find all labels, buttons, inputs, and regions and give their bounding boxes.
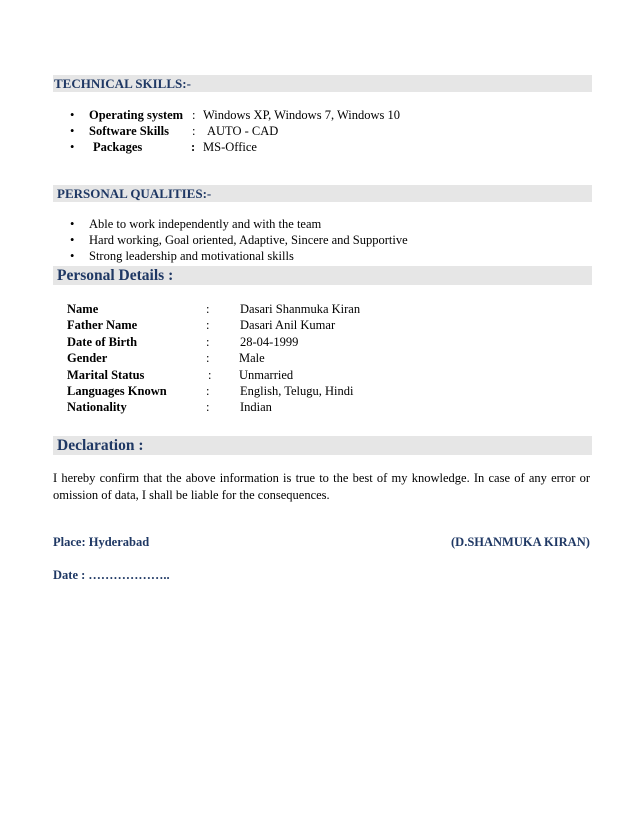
detail-row	[67, 383, 467, 399]
detail-separator: :	[206, 383, 210, 398]
skill-label: • Operating system	[89, 108, 184, 122]
detail-value: Indian	[240, 400, 272, 415]
list-item: • Able to work independently and with the team	[70, 216, 510, 232]
detail-label: Marital Status	[67, 367, 145, 382]
skill-value: MS-Office	[203, 140, 257, 154]
list-item	[70, 107, 490, 123]
detail-row	[67, 350, 467, 366]
signature-name: (D.SHANMUKA KIRAN)	[451, 535, 590, 549]
personal-qualities-list	[70, 216, 510, 264]
detail-row	[67, 399, 467, 415]
detail-label: Nationality	[67, 400, 127, 415]
skill-separator: :	[192, 108, 196, 122]
detail-separator: :	[206, 351, 210, 366]
detail-value: Male	[239, 351, 265, 366]
detail-row	[67, 334, 467, 350]
skill-label: • Software Skills	[89, 124, 169, 138]
detail-separator: :	[206, 400, 210, 415]
declaration-text: I hereby confirm that the above information is true to the best of my knowledge. In case of any error or omission of data, I shall be liable for the consequences.	[53, 471, 590, 502]
detail-value: Dasari Shanmuka Kiran	[240, 302, 361, 316]
detail-value: English, Telugu, Hindi	[240, 383, 354, 398]
detail-separator: :	[206, 318, 210, 333]
detail-value: 28-04-1999	[240, 334, 299, 349]
skill-separator: :	[192, 124, 196, 138]
personal-details-heading: Personal Details :	[53, 266, 592, 285]
detail-value: Unmarried	[239, 367, 294, 382]
detail-row	[67, 301, 467, 317]
list-item: • Hard working, Goal oriented, Adaptive, Sincere and Supportive	[70, 232, 510, 248]
detail-separator: :	[206, 334, 210, 349]
personal-qualities-heading: PERSONAL QUALITIES:-	[53, 185, 592, 202]
date-text: Date : ………………..	[53, 568, 170, 582]
detail-row	[67, 317, 467, 333]
detail-separator: :	[208, 367, 212, 382]
skill-separator: :	[191, 140, 196, 154]
personal-details-table	[67, 301, 467, 416]
skill-value: AUTO - CAD	[207, 124, 279, 138]
list-item: • Strong leadership and motivational skills	[70, 248, 510, 264]
technical-skills-list	[70, 107, 490, 155]
detail-label: Date of Birth	[67, 334, 138, 349]
technical-skills-heading: TECHNICAL SKILLS:-	[53, 75, 592, 92]
declaration-heading: Declaration :	[53, 436, 592, 455]
list-item	[70, 123, 490, 139]
detail-label: Father Name	[67, 318, 138, 333]
detail-label: Languages Known	[67, 383, 167, 398]
detail-value: Dasari Anil Kumar	[240, 318, 336, 333]
detail-label: Name	[67, 302, 99, 316]
skill-label: • Packages	[93, 140, 143, 154]
detail-label: Gender	[67, 351, 108, 366]
skill-value: Windows XP, Windows 7, Windows 10	[203, 108, 401, 122]
place-text: Place: Hyderabad	[53, 535, 150, 549]
detail-row	[67, 367, 467, 383]
list-item	[70, 139, 490, 155]
detail-separator: :	[206, 302, 210, 316]
